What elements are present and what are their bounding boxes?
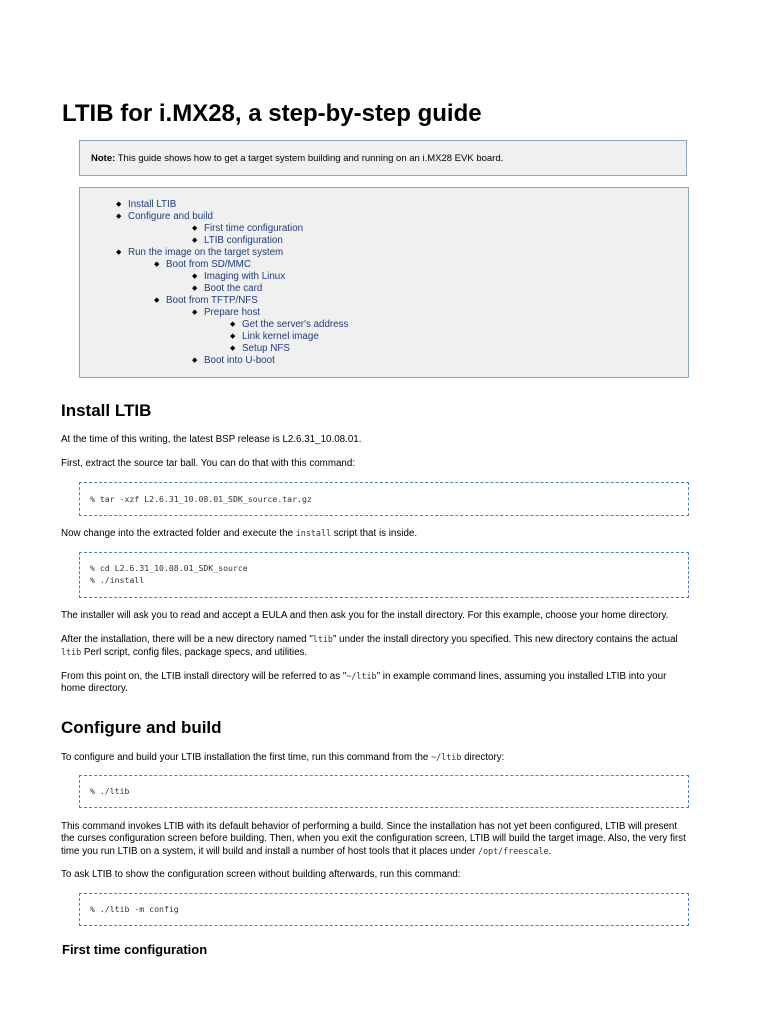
code-block: % ./ltib: [79, 775, 689, 808]
paragraph: First, extract the source tar ball. You can do that with this command:: [61, 458, 356, 469]
toc-item-boot-the-card[interactable]: ◆ Boot the card: [192, 283, 263, 294]
toc-item-prepare-host[interactable]: ◆ Prepare host: [192, 307, 261, 318]
heading-first-time-configuration: First time configuration: [62, 942, 208, 957]
bullet-icon: ◆: [192, 357, 198, 364]
bullet-icon: ◆: [192, 285, 198, 292]
inline-code: ltib: [312, 634, 333, 644]
bullet-icon: ◆: [116, 201, 122, 208]
toc-item-boot-from-tftp-nfs[interactable]: ◆ Boot from TFTP/NFS: [154, 295, 258, 306]
paragraph: To ask LTIB to show the configuration screen without building afterwards, run this command:: [61, 869, 461, 880]
toc-item-ltib-configuration[interactable]: ◆ LTIB configuration: [192, 235, 283, 246]
toc-item-configure-and-build[interactable]: ◆ Configure and build: [116, 211, 213, 222]
toc-item-get-server-address[interactable]: ◆ Get the server's address: [230, 319, 349, 330]
bullet-icon: ◆: [192, 309, 198, 316]
inline-code: ltib: [61, 647, 82, 657]
toc-item-boot-into-uboot[interactable]: ◆ Boot into U-boot: [192, 355, 275, 366]
inline-code: install: [295, 528, 332, 538]
toc-item-install-ltib[interactable]: ◆ Install LTIB: [116, 199, 177, 210]
bullet-icon: ◆: [192, 225, 198, 232]
note-label: Note:: [91, 153, 116, 164]
bullet-icon: ◆: [154, 261, 160, 268]
bullet-icon: ◆: [230, 345, 236, 352]
paragraph: This command invokes LTIB with its default behavior of performing a build. Since the installation has not yet been configured, LTIB will present the curses configuration screen before building. Then, when you exit the configuration screen, LTIB will build the target image. Also, the very first time you run LTIB on a system, it will build and install a number of host tools that it places under /opt/freescale.: [61, 821, 686, 857]
toc-item-first-time-configuration[interactable]: ◆ First time configuration: [192, 223, 304, 234]
inline-code: /opt/freescale: [477, 846, 549, 856]
toc-item-link-kernel-image[interactable]: ◆ Link kernel image: [230, 331, 319, 342]
paragraph: Now change into the extracted folder and execute the install script that is inside.: [61, 528, 418, 539]
toc-item-run-image[interactable]: ◆ Run the image on the target system: [116, 247, 284, 258]
inline-code: ~/ltib: [431, 752, 462, 762]
paragraph: From this point on, the LTIB install directory will be referred to as "~/ltib" in example command lines, assuming you installed LTIB into your home directory.: [61, 671, 667, 694]
toc-item-imaging-with-linux[interactable]: ◆ Imaging with Linux: [192, 271, 286, 282]
bullet-icon: ◆: [192, 273, 198, 280]
bullet-icon: ◆: [116, 249, 122, 256]
heading-install-ltib: Install LTIB: [61, 401, 152, 420]
bullet-icon: ◆: [192, 237, 198, 244]
note-box: [79, 140, 687, 176]
paragraph: At the time of this writing, the latest BSP release is L2.6.31_10.08.01.: [61, 434, 362, 445]
code-block: % ./ltib -m config: [79, 893, 689, 926]
note-text: This guide shows how to get a target system building and running on an i.MX28 EVK board.: [115, 153, 504, 164]
toc-item-boot-from-sd[interactable]: ◆ Boot from SD/MMC: [154, 259, 251, 270]
toc-item-setup-nfs[interactable]: ◆ Setup NFS: [230, 343, 290, 354]
code-block: % cd L2.6.31_10.08.01_SDK_source % ./install: [79, 552, 689, 598]
code-block: % tar -xzf L2.6.31_10.08.01_SDK_source.tar.gz: [79, 482, 689, 516]
bullet-icon: ◆: [230, 321, 236, 328]
table-of-contents: [79, 187, 689, 378]
heading-configure-and-build: Configure and build: [61, 718, 222, 737]
inline-code: ~/ltib: [346, 671, 377, 681]
bullet-icon: ◆: [116, 213, 122, 220]
paragraph: The installer will ask you to read and accept a EULA and then ask you for the install directory. For this example, choose your home directory.: [61, 610, 669, 621]
page-title: LTIB for i.MX28, a step-by-step guide: [62, 100, 482, 127]
bullet-icon: ◆: [154, 297, 160, 304]
paragraph: To configure and build your LTIB installation the first time, run this command from the ~/ltib directory:: [61, 752, 505, 763]
bullet-icon: ◆: [230, 333, 236, 340]
paragraph: After the installation, there will be a new directory named "ltib" under the install directory you specified. This new directory contains the actual ltib Perl script, config files, package specs, and utilities.: [61, 634, 678, 658]
